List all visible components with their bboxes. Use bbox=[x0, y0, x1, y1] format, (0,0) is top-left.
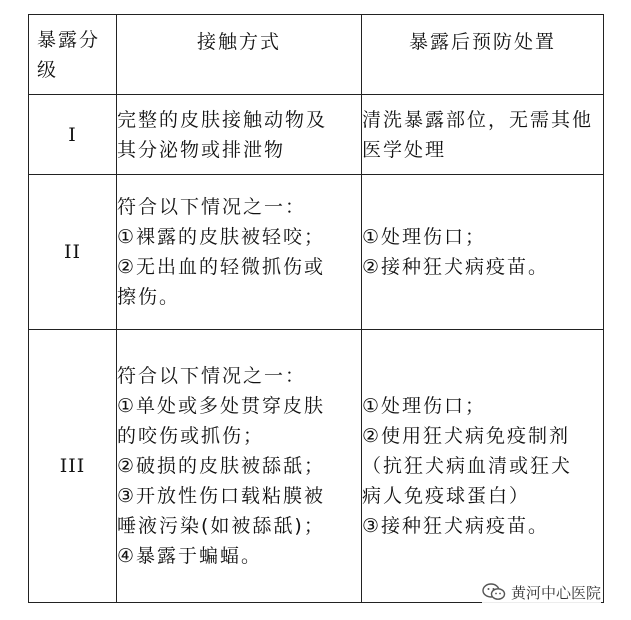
treatment-cell bbox=[362, 175, 604, 330]
contact-cell bbox=[117, 330, 362, 603]
contact-line: ②破损的皮肤被舔舐； bbox=[117, 455, 326, 477]
treatment-line: 医学处理 bbox=[362, 138, 447, 161]
wechat-icon bbox=[482, 583, 506, 601]
grade-cell: II bbox=[29, 175, 117, 330]
contact-line: 擦伤。 bbox=[117, 286, 181, 308]
header-exposure-grade bbox=[29, 15, 117, 95]
source-watermark bbox=[482, 579, 601, 605]
watermark-text: 黄河中心医院 bbox=[511, 583, 602, 602]
exposure-grading-table bbox=[28, 14, 604, 603]
contact-cell bbox=[117, 175, 362, 330]
treatment-line: ②使用狂犬病免疫制剂 bbox=[362, 425, 571, 447]
treatment-cell bbox=[362, 95, 604, 175]
header-post-exposure-treatment: 暴露后预防处置 bbox=[362, 15, 604, 95]
grade-cell: III bbox=[29, 330, 117, 603]
contact-line: 唾液污染(如被舔舐)； bbox=[117, 515, 325, 537]
treatment-cell bbox=[362, 330, 604, 603]
contact-cell bbox=[117, 95, 362, 175]
table-row bbox=[29, 175, 604, 330]
contact-line: 其分泌物或排泄物 bbox=[117, 138, 286, 161]
contact-line: 符合以下情况之一： bbox=[117, 365, 307, 387]
contact-line: ①裸露的皮肤被轻咬； bbox=[117, 226, 326, 248]
contact-line: 的咬伤或抓伤； bbox=[117, 425, 265, 447]
table-row bbox=[29, 95, 604, 175]
table-row bbox=[29, 330, 604, 603]
header-contact-method: 接触方式 bbox=[117, 15, 362, 95]
table-header-row bbox=[29, 15, 604, 95]
treatment-line: 病人免疫球蛋白） bbox=[362, 485, 531, 507]
grade-cell: I bbox=[29, 95, 117, 175]
header-exposure-grade-line: 暴露分级 bbox=[37, 28, 101, 81]
treatment-line: ③接种狂犬病疫苗。 bbox=[362, 515, 550, 537]
treatment-line: ②接种狂犬病疫苗。 bbox=[362, 256, 550, 278]
contact-line: 完整的皮肤接触动物及 bbox=[117, 108, 328, 131]
treatment-line: （抗狂犬病血清或狂犬 bbox=[362, 455, 573, 477]
contact-line: ①单处或多处贯穿皮肤 bbox=[117, 395, 326, 417]
contact-line: ②无出血的轻微抓伤或 bbox=[117, 256, 326, 278]
contact-line: ③开放性伤口载粘膜被 bbox=[117, 485, 326, 507]
treatment-line: ①处理伤口； bbox=[362, 226, 487, 248]
contact-line: 符合以下情况之一： bbox=[117, 196, 307, 218]
treatment-line: 清洗暴露部位，无需其他 bbox=[362, 108, 594, 131]
contact-line: ④暴露于蝙蝠。 bbox=[117, 545, 263, 567]
treatment-line: ①处理伤口； bbox=[362, 395, 487, 417]
